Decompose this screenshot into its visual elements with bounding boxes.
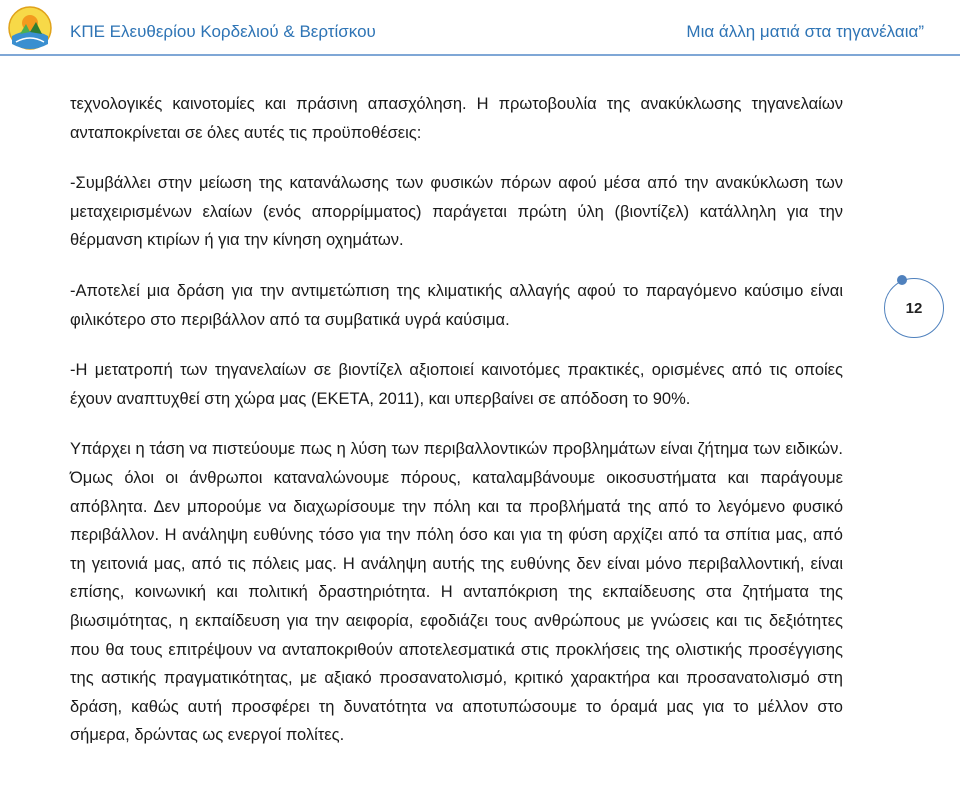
page-number: 12 xyxy=(905,299,923,317)
paragraph-climate: -Αποτελεί μια δράση για την αντιμετώπιση της κλιματικής αλλαγής αφού το παραγόμενο καύσιμο είναι φιλικότερο στο περιβάλλον από τα συμβατικά υγρά καύσιμα. xyxy=(70,281,843,329)
header-rule xyxy=(0,54,960,56)
paragraph-biodiesel: -Η μετατροπή των τηγανελαίων σε βιοντίζελ αξιοποιεί καινοτόμες πρακτικές, ορισμένες από τις οποίες έχουν αναπτυχθεί στη χώρα μας (ΕΚΕΤΑ, 2011), και υπερβαίνει σε απόδοση το 90%. xyxy=(70,361,843,408)
header-school-title: ΚΠΕ Ελευθερίου Κορδελιού & Βερτίσκου xyxy=(70,22,376,41)
page-number-badge xyxy=(884,278,944,338)
badge-dot-icon xyxy=(897,275,907,285)
paragraph-responsibility: Υπάρχει η τάση να πιστεύουμε πως η λύση των περιβαλλοντικών προβλημάτων είναι ζήτημα των ειδικών. Όμως όλοι οι άνθρωποι καταναλώνουμε πόρους, καταλαμβάνουμε οικοσυστήματα και παράγουμε απόβλητα. Δεν μπορούμε να διαχωρίσουμε την πόλη και τα προβλήματά της από το λεγόμενο φυσικό περιβάλλον. Η ανάληψη ευθύνης τόσο για την πόλη όσο και για τη φύση αρχίζει από τα σπίτια μας, από τη γειτονιά μας, από τις πόλεις μας. Η ανάληψη αυτής της ευθύνης δεν είναι μόνο περιβαλλοντική, είναι επίσης, κοινωνική και πολιτική δραστηριότητα. Η ανταπόκριση της εκπαίδευσης στα ζητήματα της βιωσιμότητας, η εκπαίδευση για την αειφορία, εφοδιάζει τους ανθρώπους με γνώσεις και τις δεξιότητες που θα τους επιτρέψουν να ανταποκριθούν αποτελεσματικά στις προκλήσεις της ολιστικής προσέγγισης της αστικής πραγματικότητας, με αξιακό προσανατολισμό, κριτικό χαρακτήρα και προσανατολισμό στη δράση, καθώς αυτή προσφέρει τη δυνατότητα να αποτυπώσουμε το όραμά μας για το μέλλον στο σήμερα, δρώντας ως ενεργοί πολίτες. xyxy=(70,440,843,745)
paragraph-resources: -Συμβάλλει στην μείωση της κατανάλωσης των φυσικών πόρων αφού μέσα από την ανακύκλωση των μεταχειρισμένων ελαίων (ενός απορρίμματος) παράγεται πρώτη ύλη (βιοντίζελ) κατάλληλη για την θέρμανση κτιρίων ή για την κίνηση οχημάτων. xyxy=(70,174,843,250)
page-header xyxy=(0,0,960,62)
header-document-title: Μια άλλη ματιά στα τηγανέλαια” xyxy=(686,22,924,41)
kpe-logo-icon xyxy=(6,4,54,54)
paragraph-intro: τεχνολογικές καινοτομίες και πράσινη απασχόληση. Η πρωτοβουλία της ανακύκλωσης τηγανελαίων ανταποκρίνεται σε όλες αυτές τις προϋποθέσεις: xyxy=(70,95,843,142)
body-text xyxy=(70,90,843,750)
